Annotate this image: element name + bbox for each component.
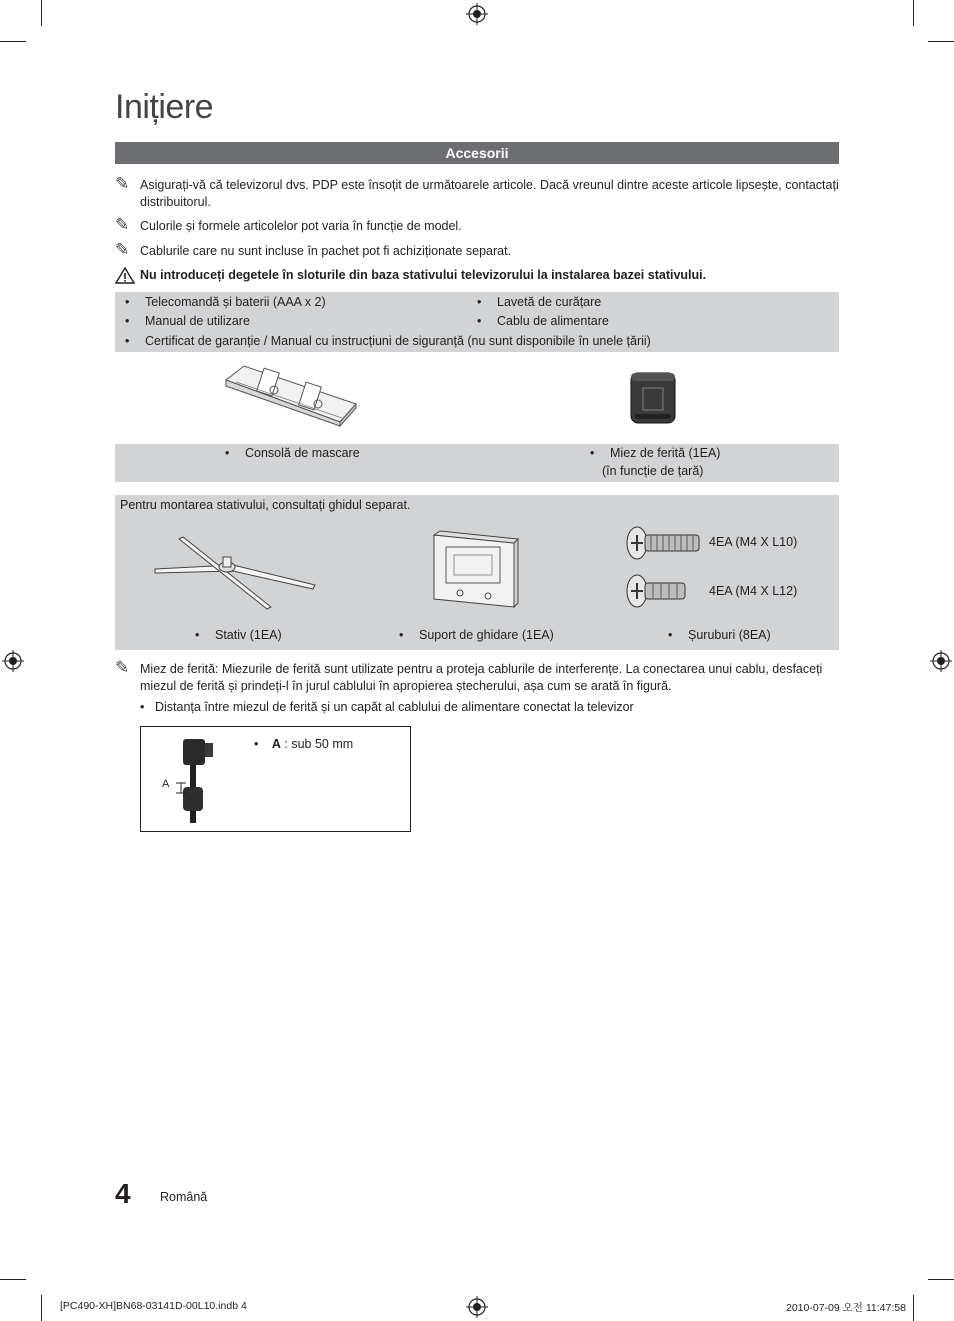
cover-console-illustration bbox=[222, 360, 362, 430]
crop-mark bbox=[41, 0, 42, 26]
pencil-note-icon: ✎ bbox=[115, 240, 130, 259]
page-language: Română bbox=[160, 1190, 208, 1204]
crop-mark bbox=[0, 41, 26, 42]
stand-box: Pentru montarea stativului, consultați ghidul separat. 4EA (M4 X L10) 4EA (M4 X L12) • Stativ (1EA) • Suport de ghidare (1EA) • Șuruburi (8EA) bbox=[115, 495, 839, 650]
stand-intro: Pentru montarea stativului, consultați ghidul separat. bbox=[120, 498, 411, 512]
ferrite-figure-box bbox=[140, 726, 411, 832]
crop-mark bbox=[0, 1279, 26, 1280]
accessories-label-band: • Consolă de mascare • Miez de ferită (1EA) (în funcție de țară) bbox=[115, 444, 839, 482]
warning-item bbox=[115, 267, 839, 285]
registration-mark-icon bbox=[930, 650, 952, 672]
screw-l12-illustration bbox=[625, 573, 689, 609]
pencil-note-icon: ✎ bbox=[115, 215, 130, 234]
note-text: Culorile și formele articolelor pot varia în funcție de model. bbox=[140, 219, 462, 233]
note-text: Asigurați-vă că televizorul dvs. PDP este însoțit de următoarele articole. Dacă vreunul dintre aceste articole lipsește, contactați distribuitorul. bbox=[140, 178, 839, 209]
note-text: Miez de ferită: Miezurile de ferită sunt utilizate pentru a proteja cablurile de interferențe. La conectarea unui cablu, desfaceți miezul de ferită și prindeți-l în jurul cablului în apropierea ștecherului, așa cum se arată în figură. bbox=[140, 662, 823, 693]
guide-stand-illustration bbox=[428, 529, 524, 611]
note-item bbox=[115, 658, 839, 697]
note-text: Cablurile care nu sunt incluse în pachet pot fi achiziționate separat. bbox=[140, 244, 512, 258]
note-item bbox=[115, 240, 839, 261]
dimension-a-label: A bbox=[162, 778, 170, 790]
distance-spec: • A : sub 50 mm bbox=[254, 737, 354, 751]
registration-mark-icon bbox=[2, 650, 24, 672]
sub-bullet-text: Distanța între miezul de ferită și un capăt al cablului de alimentare conectat la televizor bbox=[155, 700, 634, 714]
stand-illustration bbox=[153, 535, 318, 611]
registration-mark-icon bbox=[466, 1296, 488, 1318]
footer-file: [PC490-XH]BN68-03141D-00L10.indb 4 bbox=[60, 1300, 247, 1312]
footer-datetime: 2010-07-09 오전 11:47:58 bbox=[786, 1302, 906, 1314]
ferrite-core-illustration bbox=[630, 372, 676, 424]
note-item bbox=[115, 174, 839, 213]
pencil-note-icon: ✎ bbox=[115, 658, 130, 677]
warning-text: Nu introduceți degetele în sloturile din baza stativului televizorului la instalarea bazei stativului. bbox=[140, 268, 707, 282]
crop-mark bbox=[928, 41, 954, 42]
included-items-box: • Telecomandă și baterii (AAA x 2) • Manual de utilizare • Lavetă de curățare • Cablu de alimentare • Certificat de garanție / Manual cu instrucțiuni de siguranță (nu sunt disponibile în unele țării) bbox=[115, 292, 839, 352]
warning-icon bbox=[115, 267, 135, 284]
note-item bbox=[115, 215, 839, 236]
crop-mark bbox=[913, 0, 914, 26]
page-title: Inițiere bbox=[115, 88, 214, 126]
crop-mark bbox=[913, 1295, 914, 1321]
pencil-note-icon: ✎ bbox=[115, 174, 130, 193]
page-number: 4 bbox=[115, 1178, 131, 1209]
screw-l12-label: 4EA (M4 X L12) bbox=[709, 584, 798, 598]
crop-mark bbox=[928, 1279, 954, 1280]
registration-mark-icon bbox=[466, 3, 488, 25]
ferrite-country-note: (în funcție de țară) bbox=[602, 464, 704, 478]
crop-mark bbox=[41, 1295, 42, 1321]
screw-l10-illustration bbox=[625, 525, 701, 561]
section-heading: Accesorii bbox=[115, 142, 839, 164]
screw-l10-label: 4EA (M4 X L10) bbox=[709, 535, 798, 549]
